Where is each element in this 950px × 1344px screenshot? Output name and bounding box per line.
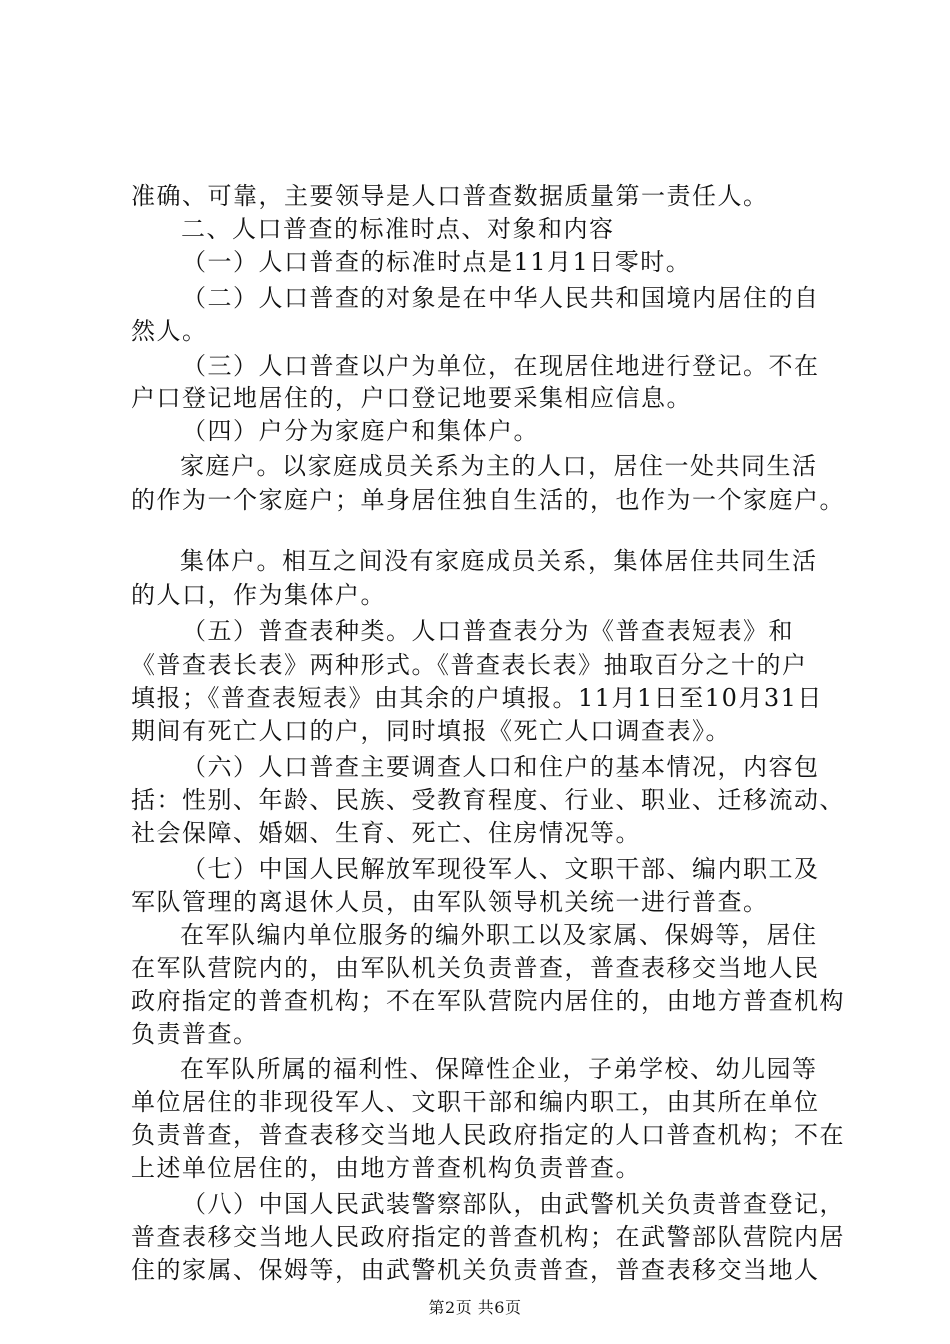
text-line: （一）人口普查的标准时点是11月1日零时。	[182, 248, 692, 276]
text-line: 负责普查。	[131, 1020, 259, 1048]
text-line: 军队管理的离退休人员，由军队领导机关统一进行普查。	[131, 888, 769, 916]
text-line: 准确、可靠，主要领导是人口普查数据质量第一责任人。	[131, 182, 769, 210]
text-line: 政府指定的普查机构；不在军队营院内居住的，由地方普查机构	[131, 987, 845, 1015]
text-line: 住的家属、保姆等，由武警机关负责普查，普查表移交当地人	[131, 1256, 820, 1284]
text-line: （五）普查表种类。人口普查表分为《普查表短表》和	[182, 617, 794, 645]
text-line: 负责普查，普查表移交当地人民政府指定的人口普查机构；不在	[131, 1121, 845, 1149]
text-line: 在军队编内单位服务的编外职工以及家属、保姆等，居住	[180, 921, 818, 949]
text-line: （四）户分为家庭户和集体户。	[182, 417, 539, 445]
text-line: 期间有死亡人口的户，同时填报《死亡人口调查表》。	[131, 717, 731, 745]
text-line: 然人。	[131, 317, 208, 345]
text-line: （八）中国人民武装警察部队，由武警机关负责普查登记，	[182, 1190, 845, 1218]
text-line: 上述单位居住的，由地方普查机构负责普查。	[131, 1154, 641, 1182]
text-line: （七）中国人民解放军现役军人、文职干部、编内职工及	[182, 855, 820, 883]
text-line: 户口登记地居住的，户口登记地要采集相应信息。	[131, 384, 692, 412]
page-number-footer: 第2页 共6页	[428, 1298, 522, 1317]
text-line: 在军队营院内的，由军队机关负责普查，普查表移交当地人民	[131, 954, 820, 982]
text-line: 集体户。相互之间没有家庭成员关系，集体居住共同生活	[180, 547, 818, 575]
text-line: 填报；《普查表短表》由其余的户填报。11月1日至10月31日	[131, 684, 823, 712]
text-line: 括：性别、年龄、民族、受教育程度、行业、职业、迁移流动、	[131, 786, 845, 814]
text-line: 家庭户。以家庭成员关系为主的人口，居住一处共同生活	[180, 452, 818, 480]
text-line: 的人口，作为集体户。	[131, 581, 386, 609]
text-line: 社会保障、婚姻、生育、死亡、住房情况等。	[131, 819, 641, 847]
text-line: （二）人口普查的对象是在中华人民共和国境内居住的自	[182, 284, 820, 312]
text-line: 在军队所属的福利性、保障性企业，子弟学校、幼儿园等	[180, 1055, 818, 1083]
text-line: 普查表移交当地人民政府指定的普查机构；在武警部队营院内居	[131, 1223, 845, 1251]
text-line: 的作为一个家庭户；单身居住独自生活的，也作为一个家庭户。	[131, 486, 845, 514]
text-line: （六）人口普查主要调查人口和住户的基本情况，内容包	[182, 753, 820, 781]
text-line: 《普查表长表》两种形式。《普查表长表》抽取百分之十的户	[131, 651, 808, 679]
text-line: 单位居住的非现役军人、文职干部和编内职工，由其所在单位	[131, 1088, 820, 1116]
section-heading: 二、人口普查的标准时点、对象和内容	[181, 215, 615, 243]
text-line: （三）人口普查以户为单位，在现居住地进行登记。不在	[182, 352, 820, 380]
